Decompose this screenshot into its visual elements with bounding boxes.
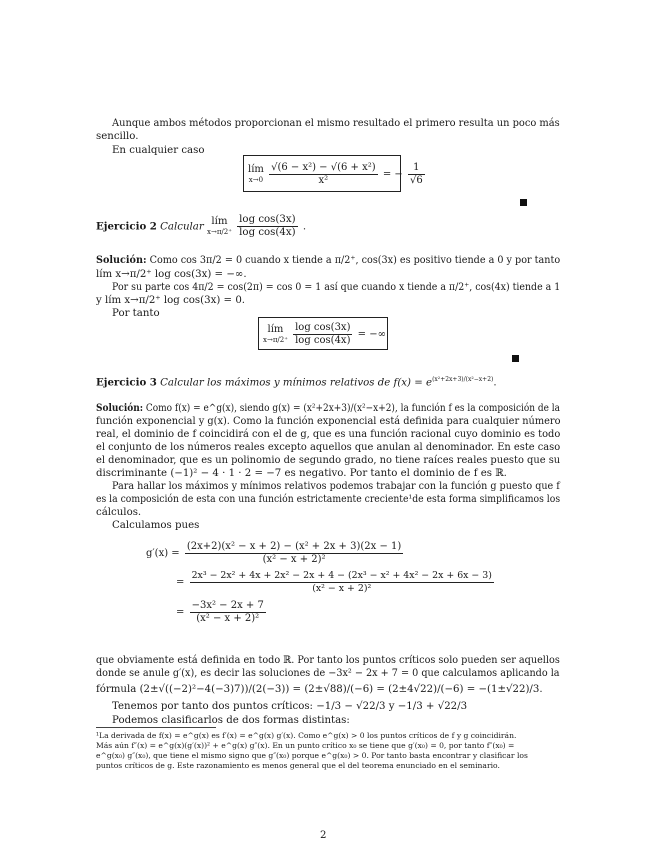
paragraph-line: lím x→π/2⁺ log cos(3x) = −∞. [96,269,247,280]
result-box-2: lím x→π/2⁺ $\frac{\text{log cos(3x)}}{\text{log cos(4x)}}$ = −∞ [258,317,388,350]
paragraph-line: Por su parte cos 4π/2 = cos(2π) = cos 0 = 1 así que cuando x tiende a π/2⁺, cos(4x) tiende a 1 [112,282,561,293]
result-fraction: $\frac{1}{√6}$ [409,162,423,186]
solution-3-line: Solución: Como f(x) = e^g(x), siendo g(x) = (x²+2x+3)/(x²−x+2), la función f es la composición de la [96,402,560,414]
paragraph-line: es la composición de esta con una función estrictamente creciente¹de esta forma simplificamos los [96,494,561,505]
paragraph-line: el conjunto de los números reales excepto aquellos que anulan al denominador. En este caso [96,442,561,453]
limit-operator: lím x→0 [248,163,264,184]
qed-square [512,355,519,362]
result-box-1 [243,155,423,192]
paragraph-line: función exponencial y g(x). Como la función exponencial está definida para cualquier número [96,416,561,427]
derivative-line-3: = $\frac{\text{−3x² − 2x + 7}}{\text{(x² − x + 2)²}}$ [176,600,264,624]
paragraph-line: fórmula (2±√((−2)²−4(−3)7))/(2(−3)) = (2±√88)/(−6) = (2±4√22)/(−6) = −(1±√22)/3. [96,684,543,695]
page-number: 2 [320,830,327,841]
footnote-line: e^g(x₀) g″(x₀), que tiene el mismo signo que g″(x₀) porque e^g(x₀) > 0. Por tanto basta encontrar y clasificar los [96,751,528,760]
paragraph-line: Calculamos pues [112,520,200,531]
paragraph-line: Para hallar los máximos y mínimos relativos podemos trabajar con la función g puesto que f [112,481,560,492]
paragraph-line: real, el dominio de f coincidirá con el de g, que es una función racional cuyo dominio es todo [96,429,561,440]
solution-2-line: Solución: Como cos 3π/2 = 0 cuando x tiende a π/2⁺, cos(3x) es positivo tiende a 0 y por tanto [96,254,561,266]
limit-fraction: $\frac{\text{√(6 − x²) − √(6 + x²)}}{\text{x²}}$ [271,162,376,186]
paragraph-line: Aunque ambos métodos proporcionan el mismo resultado el primero resulta un poco más [112,118,560,129]
exercise-3: Ejercicio 3 Calcular los máximos y mínimos relativos de $f(x) = e^{(x^2+2x+3)/(x^2-x+2)}$. [96,376,497,389]
paragraph-line: que obviamente está definida en todo ℝ. Por tanto los puntos críticos solo pueden ser aquellos [96,655,560,666]
paragraph-line: sencillo. [96,131,139,142]
paragraph-line: discriminante (−1)² − 4 · 1 · 2 = −7 es negativo. Por tanto el dominio de f es ℝ. [96,468,507,479]
paragraph-line: Podemos clasificarlos de dos formas distintas: [112,715,350,726]
paragraph-line: cálculos. [96,507,142,518]
footnote-line: Más aún f″(x) = e^g(x)(g′(x))² + e^g(x) g″(x). En un punto crítico x₀ se tiene que g′(x₀) = 0, por tanto f″(x₀) = [96,741,515,750]
paragraph-line: Por tanto [112,308,160,319]
paragraph-line: En cualquier caso [112,145,205,156]
footnote-rule [96,727,216,728]
paragraph-line: donde se anule g′(x), es decir las soluciones de −3x² − 2x + 7 = 0 que calculamos aplicando la [96,668,560,679]
paragraph-line: Tenemos por tanto dos puntos críticos: −1/3 − √22/3 y −1/3 + √22/3 [112,701,468,712]
paragraph-line: el denominador, que es un polinomio de segundo grado, no tiene raíces reales puesto que su [96,455,561,466]
equals-sign: = − [382,169,403,180]
qed-square [520,199,527,206]
footnote-line: ¹La derivada de f(x) = e^g(x) es f′(x) = e^g(x) g′(x). Como e^g(x) > 0 los puntos críticos de f y g coincidirán. [96,731,517,740]
exercise-2: Ejercicio 2 Calcular lím x→π/2⁺ $\frac{\text{log cos(3x)}}{\text{log cos(4x)}}$ . [96,214,307,238]
paragraph-line: y lím x→π/2⁺ log cos(3x) = 0. [96,295,246,306]
footnote-line: puntos críticos de g. Este razonamiento es menos general que el del teorema enunciado en el seminario. [96,761,500,770]
derivative-line-2: = 2x³ − 2x² + 4x + 2x² − 2x + 4 − (2x³ − x² + 4x² − 2x + 6x − 3) (x² − x + 2)² [176,570,492,594]
derivative-line-1: g′(x) = $\frac{\text{(2x+2)(x² − x + 2) − (x² + 2x + 3)(2x − 1)}}{\text{(x² − x + 2)²}}$ [146,541,402,565]
